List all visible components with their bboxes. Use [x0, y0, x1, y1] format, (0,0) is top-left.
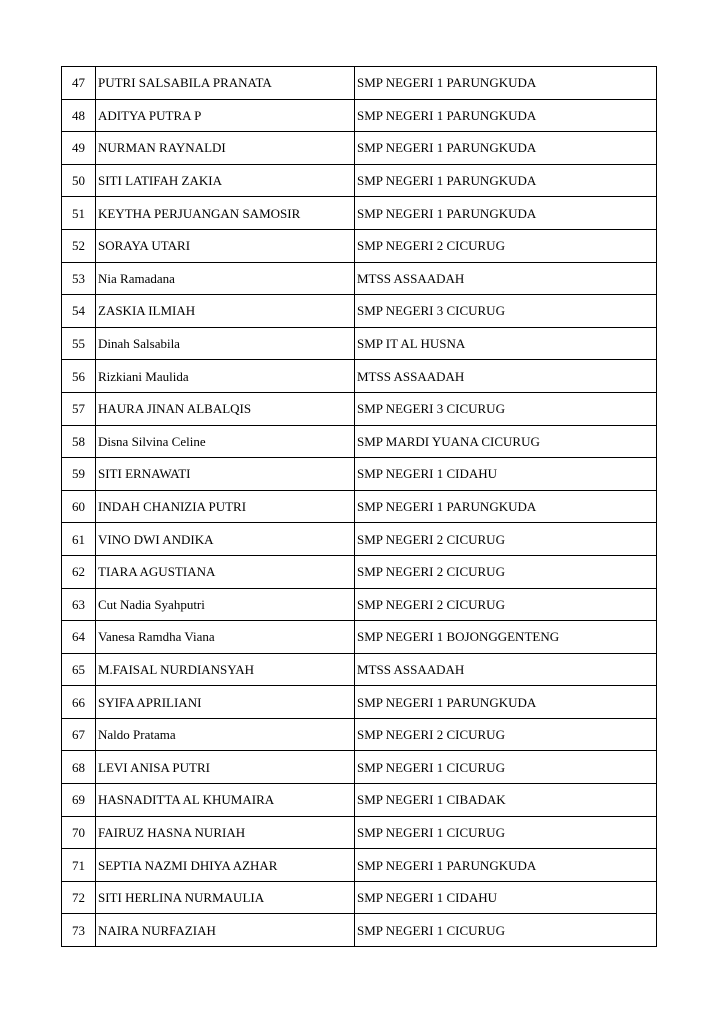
- student-name-cell: Disna Silvina Celine: [96, 425, 355, 458]
- row-number-cell: 58: [62, 425, 96, 458]
- row-number-cell: 53: [62, 262, 96, 295]
- table-row: [62, 523, 657, 556]
- school-name-cell: SMP NEGERI 1 PARUNGKUDA: [355, 686, 657, 719]
- row-number-cell: 68: [62, 751, 96, 784]
- table-row: [62, 555, 657, 588]
- row-number-cell: 49: [62, 132, 96, 165]
- student-table-body: [62, 67, 657, 947]
- school-name-cell: SMP NEGERI 1 PARUNGKUDA: [355, 490, 657, 523]
- school-name-cell: SMP NEGERI 1 PARUNGKUDA: [355, 197, 657, 230]
- row-number-cell: 48: [62, 99, 96, 132]
- school-name-cell: SMP NEGERI 1 PARUNGKUDA: [355, 164, 657, 197]
- row-number-cell: 64: [62, 621, 96, 654]
- school-name-cell: SMP NEGERI 2 CICURUG: [355, 229, 657, 262]
- student-name-cell: Dinah Salsabila: [96, 327, 355, 360]
- student-name-cell: PUTRI SALSABILA PRANATA: [96, 67, 355, 100]
- table-row: [62, 132, 657, 165]
- row-number-cell: 51: [62, 197, 96, 230]
- student-name-cell: NAIRA NURFAZIAH: [96, 914, 355, 947]
- row-number-cell: 62: [62, 555, 96, 588]
- row-number-cell: 54: [62, 295, 96, 328]
- school-name-cell: SMP NEGERI 1 CIDAHU: [355, 881, 657, 914]
- table-row: [62, 360, 657, 393]
- table-row: [62, 490, 657, 523]
- table-row: [62, 197, 657, 230]
- student-name-cell: KEYTHA PERJUANGAN SAMOSIR: [96, 197, 355, 230]
- school-name-cell: SMP NEGERI 1 PARUNGKUDA: [355, 132, 657, 165]
- school-name-cell: MTSS ASSAADAH: [355, 360, 657, 393]
- table-row: [62, 99, 657, 132]
- school-name-cell: SMP MARDI YUANA CICURUG: [355, 425, 657, 458]
- student-table: [61, 66, 657, 947]
- table-row: [62, 588, 657, 621]
- table-row: [62, 67, 657, 100]
- student-name-cell: SORAYA UTARI: [96, 229, 355, 262]
- school-name-cell: SMP NEGERI 1 PARUNGKUDA: [355, 849, 657, 882]
- school-name-cell: SMP NEGERI 1 CICURUG: [355, 914, 657, 947]
- school-name-cell: SMP NEGERI 1 CIDAHU: [355, 458, 657, 491]
- table-row: [62, 262, 657, 295]
- student-name-cell: Nia Ramadana: [96, 262, 355, 295]
- school-name-cell: SMP NEGERI 2 CICURUG: [355, 523, 657, 556]
- student-name-cell: LEVI ANISA PUTRI: [96, 751, 355, 784]
- row-number-cell: 63: [62, 588, 96, 621]
- school-name-cell: SMP NEGERI 1 BOJONGGENTENG: [355, 621, 657, 654]
- row-number-cell: 69: [62, 784, 96, 817]
- table-row: [62, 295, 657, 328]
- school-name-cell: SMP NEGERI 3 CICURUG: [355, 295, 657, 328]
- row-number-cell: 71: [62, 849, 96, 882]
- row-number-cell: 65: [62, 653, 96, 686]
- student-name-cell: M.FAISAL NURDIANSYAH: [96, 653, 355, 686]
- school-name-cell: SMP NEGERI 3 CICURUG: [355, 392, 657, 425]
- table-row: [62, 751, 657, 784]
- school-name-cell: SMP NEGERI 2 CICURUG: [355, 718, 657, 751]
- row-number-cell: 59: [62, 458, 96, 491]
- school-name-cell: SMP NEGERI 2 CICURUG: [355, 555, 657, 588]
- student-name-cell: ZASKIA ILMIAH: [96, 295, 355, 328]
- student-name-cell: SYIFA APRILIANI: [96, 686, 355, 719]
- student-name-cell: VINO DWI ANDIKA: [96, 523, 355, 556]
- student-name-cell: Vanesa Ramdha Viana: [96, 621, 355, 654]
- row-number-cell: 60: [62, 490, 96, 523]
- student-name-cell: Rizkiani Maulida: [96, 360, 355, 393]
- school-name-cell: MTSS ASSAADAH: [355, 653, 657, 686]
- table-row: [62, 229, 657, 262]
- school-name-cell: MTSS ASSAADAH: [355, 262, 657, 295]
- table-row: [62, 425, 657, 458]
- student-name-cell: Naldo Pratama: [96, 718, 355, 751]
- row-number-cell: 66: [62, 686, 96, 719]
- student-name-cell: INDAH CHANIZIA PUTRI: [96, 490, 355, 523]
- student-name-cell: NURMAN RAYNALDI: [96, 132, 355, 165]
- table-row: [62, 621, 657, 654]
- table-row: [62, 392, 657, 425]
- student-name-cell: Cut Nadia Syahputri: [96, 588, 355, 621]
- table-row: [62, 914, 657, 947]
- school-name-cell: SMP NEGERI 1 CICURUG: [355, 816, 657, 849]
- school-name-cell: SMP NEGERI 2 CICURUG: [355, 588, 657, 621]
- row-number-cell: 57: [62, 392, 96, 425]
- student-name-cell: ADITYA PUTRA P: [96, 99, 355, 132]
- school-name-cell: SMP NEGERI 1 CIBADAK: [355, 784, 657, 817]
- table-row: [62, 816, 657, 849]
- row-number-cell: 47: [62, 67, 96, 100]
- row-number-cell: 73: [62, 914, 96, 947]
- row-number-cell: 61: [62, 523, 96, 556]
- row-number-cell: 55: [62, 327, 96, 360]
- student-name-cell: HAURA JINAN ALBALQIS: [96, 392, 355, 425]
- row-number-cell: 52: [62, 229, 96, 262]
- student-name-cell: TIARA AGUSTIANA: [96, 555, 355, 588]
- row-number-cell: 56: [62, 360, 96, 393]
- table-row: [62, 881, 657, 914]
- student-name-cell: SITI ERNAWATI: [96, 458, 355, 491]
- table-row: [62, 849, 657, 882]
- table-row: [62, 653, 657, 686]
- row-number-cell: 50: [62, 164, 96, 197]
- row-number-cell: 72: [62, 881, 96, 914]
- school-name-cell: SMP IT AL HUSNA: [355, 327, 657, 360]
- table-row: [62, 458, 657, 491]
- row-number-cell: 70: [62, 816, 96, 849]
- school-name-cell: SMP NEGERI 1 PARUNGKUDA: [355, 67, 657, 100]
- table-row: [62, 784, 657, 817]
- student-name-cell: SITI HERLINA NURMAULIA: [96, 881, 355, 914]
- table-row: [62, 327, 657, 360]
- student-name-cell: SITI LATIFAH ZAKIA: [96, 164, 355, 197]
- table-row: [62, 686, 657, 719]
- school-name-cell: SMP NEGERI 1 PARUNGKUDA: [355, 99, 657, 132]
- table-row: [62, 164, 657, 197]
- school-name-cell: SMP NEGERI 1 CICURUG: [355, 751, 657, 784]
- student-name-cell: HASNADITTA AL KHUMAIRA: [96, 784, 355, 817]
- student-name-cell: SEPTIA NAZMI DHIYA AZHAR: [96, 849, 355, 882]
- table-row: [62, 718, 657, 751]
- row-number-cell: 67: [62, 718, 96, 751]
- student-name-cell: FAIRUZ HASNA NURIAH: [96, 816, 355, 849]
